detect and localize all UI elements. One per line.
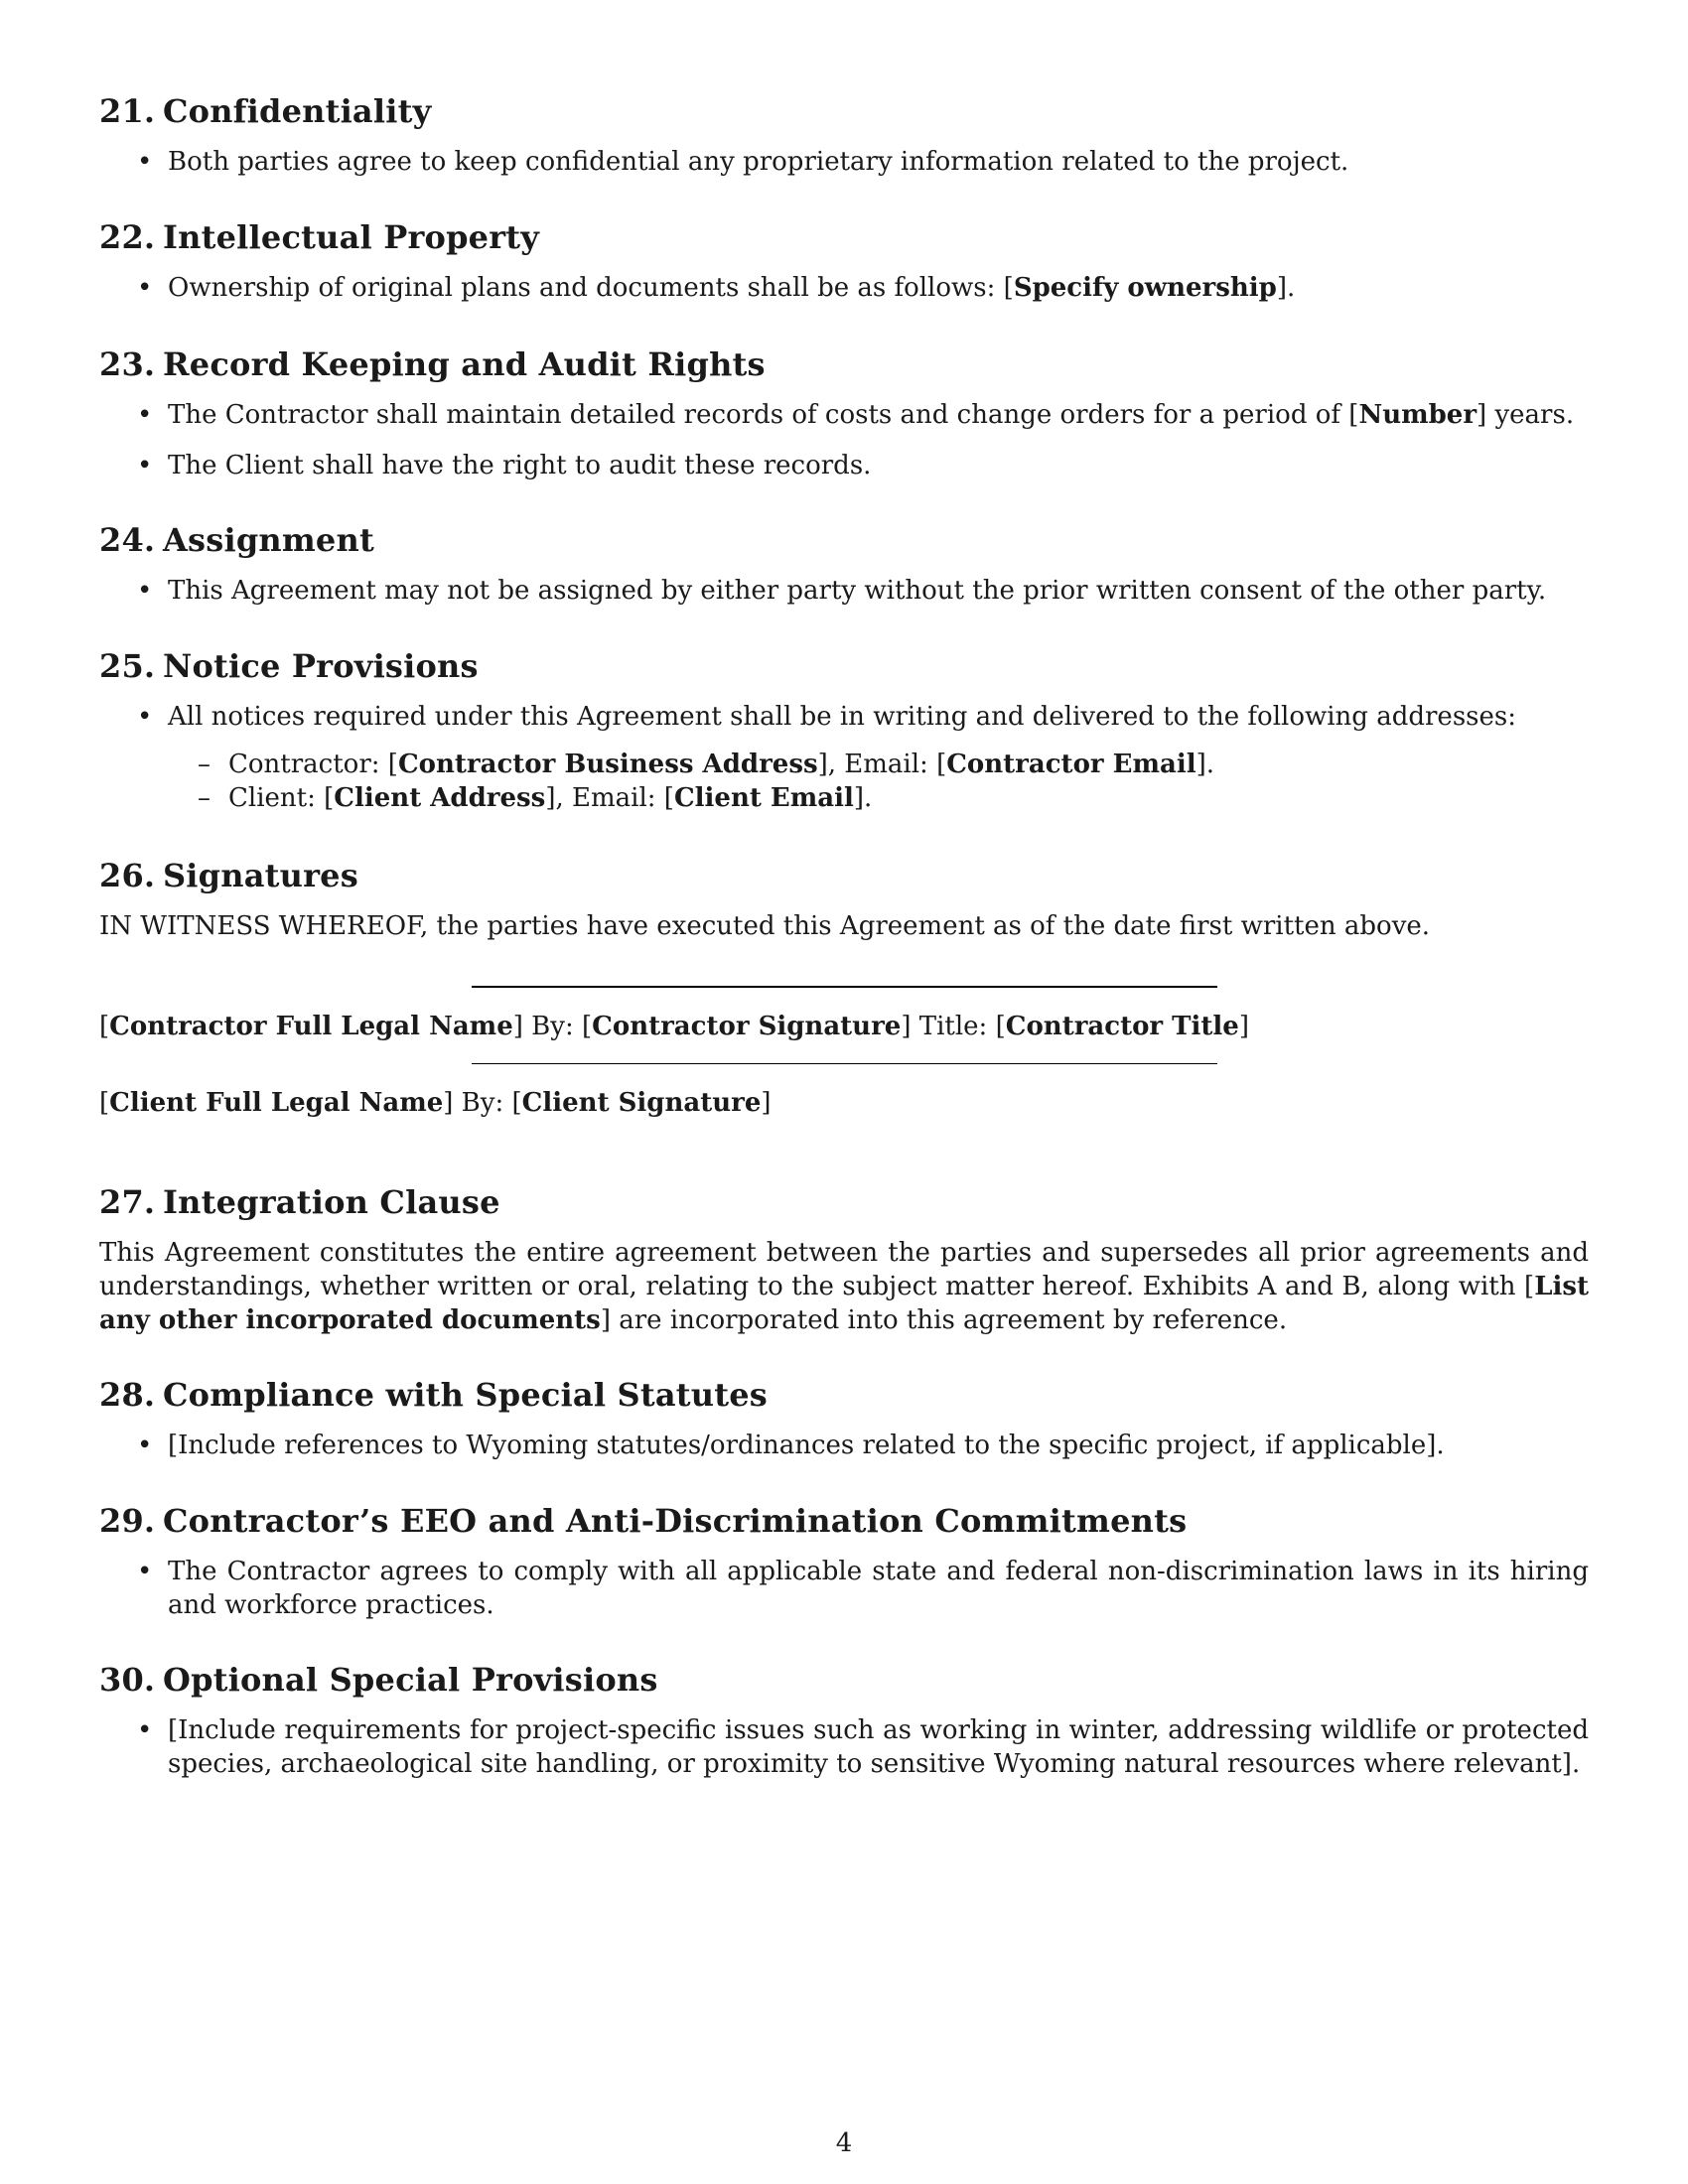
client-signature-block: [Client Full Legal Name] By: [Client Signature] xyxy=(99,1088,772,1118)
bullet-list xyxy=(99,398,1589,482)
section-heading xyxy=(99,646,1589,686)
paragraph-text: are incorporated into this agreement by reference. xyxy=(610,1305,1288,1335)
client-address-item: – Client: [Client Address], Email: [Client Email]. xyxy=(168,781,1589,815)
list-item-text: This Agreement may not be assigned by either party without the prior written consent of the other party. xyxy=(168,576,1547,606)
placeholder-field: Number xyxy=(1358,400,1477,430)
section-number: 24. xyxy=(99,521,156,559)
section-title: Intellectual Property xyxy=(163,218,540,256)
list-item-text: Both parties agree to keep confidential any proprietary information related to the project. xyxy=(168,147,1349,177)
section-number: 28. xyxy=(99,1376,156,1414)
placeholder-field: Contractor Signature xyxy=(592,1012,902,1041)
list-item-text: The Contractor shall maintain detailed records of costs and change orders for a period of xyxy=(168,400,1349,430)
label: Title: xyxy=(911,1012,996,1041)
bullet-list xyxy=(99,1713,1589,1781)
label: Contractor: xyxy=(228,750,388,779)
contractor-address-item: – Contractor: [Contractor Business Address], Email: [Contractor Email]. xyxy=(168,748,1589,781)
section-number: 30. xyxy=(99,1661,156,1699)
section-25 xyxy=(99,646,1589,856)
list-item xyxy=(99,145,1589,179)
contractor-signature-block: [Contractor Full Legal Name] By: [Contractor Signature] Title: [Contractor Title] xyxy=(99,1012,1249,1041)
section-title: Optional Special Provisions xyxy=(163,1661,658,1699)
section-28 xyxy=(99,1375,1589,1501)
placeholder-field: List any other incorporated documents xyxy=(99,1272,1589,1335)
label: , Email: xyxy=(555,783,664,813)
section-heading xyxy=(99,1660,1589,1700)
list-item-text: Ownership of original plans and documents shall be as follows: xyxy=(168,273,1004,303)
section-number: 26. xyxy=(99,857,156,894)
placeholder-field: Client Signature xyxy=(521,1088,762,1118)
section-26 xyxy=(99,856,1589,1182)
label: , Email: xyxy=(827,750,937,779)
section-title: Signatures xyxy=(163,857,358,894)
section-title: Compliance with Special Statutes xyxy=(163,1376,768,1414)
bullet-list xyxy=(99,1555,1589,1622)
list-item: • Ownership of original plans and documents shall be as follows: [Specify ownership]. xyxy=(99,271,1589,305)
list-item-text: years. xyxy=(1486,400,1575,430)
section-heading xyxy=(99,344,1589,384)
section-title: Integration Clause xyxy=(163,1183,500,1221)
contractor-signature-line xyxy=(472,986,1217,988)
list-item-text: [Include requirements for project-specific issues such as working in winter, addressing wildlife or protected species, archaeological site handling, or proximity to sensitive Wyoming natural resources where relevant]. xyxy=(168,1715,1589,1779)
placeholder-field: Contractor Full Legal Name xyxy=(109,1012,513,1041)
placeholder-field: Specify ownership xyxy=(1013,273,1277,303)
bullet-list xyxy=(99,145,1589,179)
section-heading xyxy=(99,856,1589,895)
label: By: xyxy=(453,1088,512,1118)
section-heading xyxy=(99,91,1589,131)
integration-paragraph: This Agreement constitutes the entire agreement between the parties and supersedes all prior agreements and understandings, whether written or oral, relating to the subject matter hereof. Exhibits A and B, along with [List any other incorporated documents] are incorporated into this agreement by reference. xyxy=(99,1238,1589,1335)
list-item xyxy=(99,1555,1589,1622)
section-23 xyxy=(99,344,1589,520)
list-item-text: All notices required under this Agreement shall be in writing and delivered to the following addresses: xyxy=(168,702,1516,732)
section-heading xyxy=(99,1501,1589,1541)
section-number: 27. xyxy=(99,1183,156,1221)
bullet-list xyxy=(99,1429,1589,1462)
section-heading xyxy=(99,1182,1589,1222)
bullet-list xyxy=(99,700,1589,815)
section-title: Assignment xyxy=(163,521,374,559)
list-item xyxy=(99,1713,1589,1781)
list-item-text: [Include references to Wyoming statutes/ordinances related to the specific project, if applicable]. xyxy=(168,1431,1445,1460)
list-item xyxy=(99,700,1589,815)
label: By: xyxy=(522,1012,582,1041)
placeholder-field: Contractor Email xyxy=(946,750,1196,779)
section-title: Contractor’s EEO and Anti-Discrimination Commitments xyxy=(163,1502,1188,1540)
page-number: 4 xyxy=(835,2128,853,2158)
section-heading xyxy=(99,217,1589,257)
placeholder-field: Client Full Legal Name xyxy=(109,1088,444,1118)
page-content xyxy=(99,91,1589,1798)
section-number: 22. xyxy=(99,218,156,256)
bullet-list xyxy=(99,574,1589,608)
placeholder-field: Client Email xyxy=(673,783,854,813)
bullet-list xyxy=(99,271,1589,305)
list-item xyxy=(99,449,1589,482)
address-sublist xyxy=(168,748,1589,815)
witness-statement: IN WITNESS WHEREOF, the parties have executed this Agreement as of the date first written above. xyxy=(99,911,1431,941)
section-27 xyxy=(99,1182,1589,1375)
paragraph-text: This Agreement constitutes the entire agreement between the parties and supersedes all prior agreements and understandings, whether written or oral, relating to the subject matter hereof. Exhibits A and B, along with xyxy=(99,1238,1589,1301)
section-heading xyxy=(99,1375,1589,1415)
section-title: Record Keeping and Audit Rights xyxy=(163,345,766,383)
section-title: Confidentiality xyxy=(163,92,432,130)
section-heading xyxy=(99,520,1589,560)
section-number: 23. xyxy=(99,345,156,383)
list-item-text: The Contractor agrees to comply with all applicable state and federal non-discrimination laws in its hiring and workforce practices. xyxy=(168,1557,1589,1620)
list-item xyxy=(99,1429,1589,1462)
section-title: Notice Provisions xyxy=(163,647,479,685)
client-signature-line xyxy=(472,1063,1217,1064)
label: Client: xyxy=(228,783,325,813)
section-30 xyxy=(99,1660,1589,1781)
section-29 xyxy=(99,1501,1589,1660)
placeholder-field: Contractor Title xyxy=(1005,1012,1239,1041)
list-item xyxy=(99,574,1589,608)
placeholder-field: Contractor Business Address xyxy=(397,750,818,779)
section-number: 29. xyxy=(99,1502,156,1540)
list-item-text: The Client shall have the right to audit these records. xyxy=(168,451,872,480)
section-24 xyxy=(99,520,1589,646)
section-number: 21. xyxy=(99,92,156,130)
section-21 xyxy=(99,91,1589,217)
section-number: 25. xyxy=(99,647,156,685)
list-item: • The Contractor shall maintain detailed records of costs and change orders for a period of [Number] years. xyxy=(99,398,1589,432)
section-22 xyxy=(99,217,1589,344)
placeholder-field: Client Address xyxy=(334,783,546,813)
